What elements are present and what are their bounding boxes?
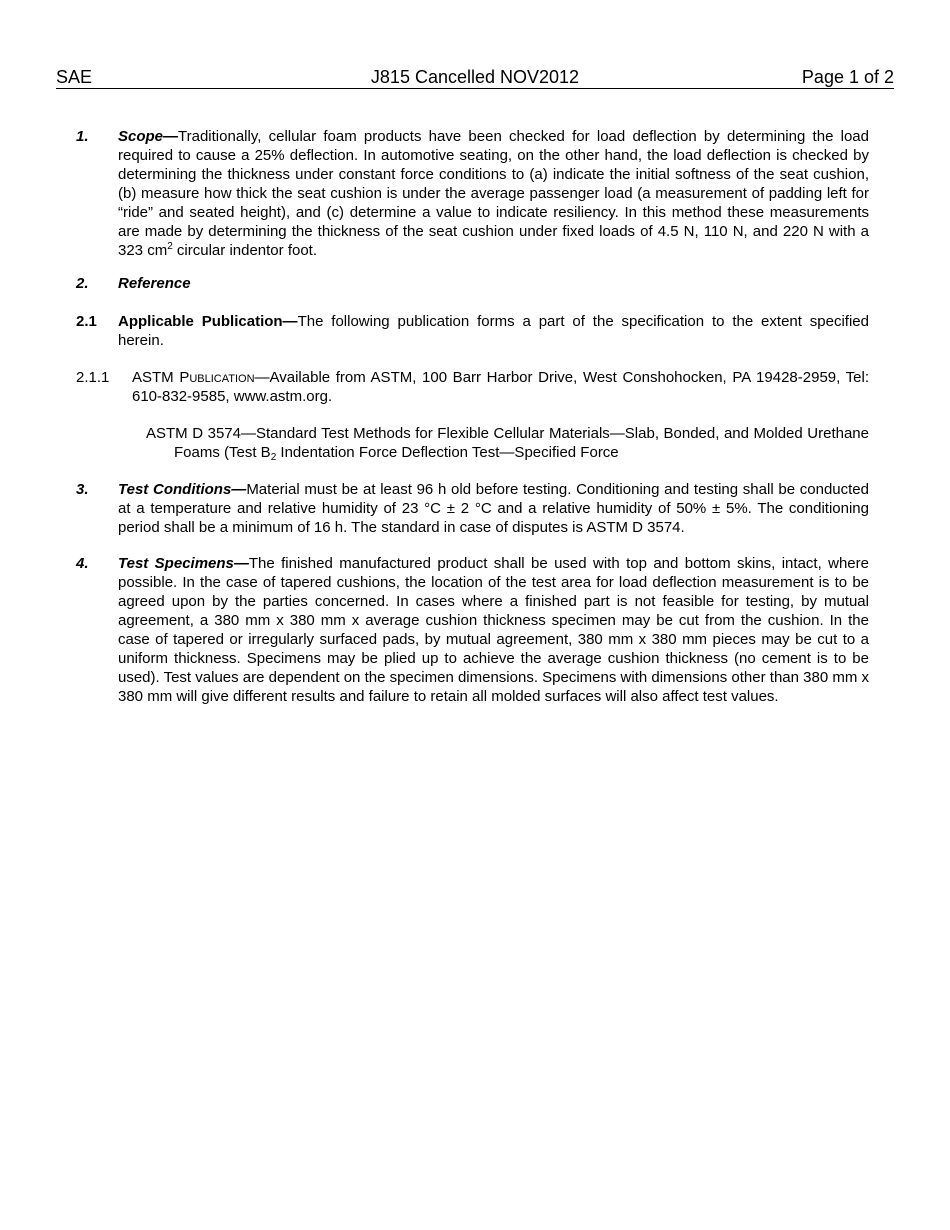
section-astm-publication [76, 368, 869, 406]
page-header [56, 66, 894, 89]
superscript: 2 [167, 241, 173, 252]
section-body [118, 554, 869, 706]
section-smallcaps: Publication [179, 369, 255, 386]
header-page-number: Page 1 of 2 [801, 67, 894, 87]
section-scope [76, 127, 869, 260]
section-number: 3. [76, 481, 89, 498]
section-applicable-publication [76, 312, 869, 350]
section-text: The finished manufactured product shall be used with top and bottom skins, intact, where possible. In the case of tapered cushions, the location of the test area for load deflection measurement is to be agreed upon by the parties concerned. In cases where a finished part is not feasible for testing, by mutual agreement, a 380 mm x 380 mm x average cushion thickness specimen may be cut from the cushion. In the case of tapered or irregularly surfaced pads, by mutual agreement, 380 mm x 380 mm pieces may be cut to a uniform thickness. Specimens may be plied up to achieve the average cushion thickness (no cement is to be used). Test values are dependent on the specimen dimensions. Specimens with dimensions other than 380 mm x 380 mm will give different results and failure to retain all molded surfaces will also affect test values. [118, 555, 869, 705]
section-heading: Applicable Publication— [118, 313, 298, 330]
section-text: —Available from ASTM, 100 Barr Harbor Drive, West Conshohocken, PA 19428-2959, Tel: 610-832-9585, www.astm.org. [132, 369, 869, 405]
reference-text: ASTM D 3574—Standard Test Methods for Flexible Cellular Materials—Slab, Bonded, and Molded Urethane Foams (Test B [146, 425, 869, 461]
header-org: SAE [56, 67, 93, 87]
section-heading: Test Conditions— [118, 481, 247, 498]
section-number: 1. [76, 128, 89, 145]
section-body [132, 368, 869, 406]
section-heading: Scope— [118, 128, 179, 145]
section-number: 2. [76, 275, 89, 292]
section-number: 4. [76, 555, 89, 572]
reference-entry [146, 424, 869, 462]
section-body [118, 312, 869, 350]
section-test-conditions [76, 480, 869, 537]
section-heading: Test Specimens— [118, 555, 249, 572]
section-body [118, 274, 869, 293]
section-test-specimens [76, 554, 869, 706]
section-heading: Reference [118, 275, 191, 292]
section-text-end: circular indentor foot. [172, 242, 318, 259]
section-number: 2.1 [76, 313, 97, 330]
section-prefix: ASTM [132, 369, 180, 386]
section-body [118, 127, 869, 260]
reference-text-end: Indentation Force Deflection Test—Specified Force [276, 444, 619, 461]
section-text: Traditionally, cellular foam products have been checked for load deflection by determining the load required to cause a 25% deflection. In automotive seating, on the other hand, the load deflection is checked by determining the thickness under constant force conditions to (a) indicate the initial softness of the seat cushion, (b) measure how thick the seat cushion is under the average passenger load (a measurement of padding left for “ride” and seated height), and (c) determine a value to indicate resiliency. In this method these measurements are made by determining the thickness of the seat cushion under fixed loads of 4.5 N, 110 N, and 220 N with a 323 cm [118, 128, 869, 259]
header-doc-id: J815 Cancelled NOV2012 [370, 67, 580, 87]
section-text: The following publication forms a part of the specification to the extent specified herein. [118, 313, 869, 349]
section-reference [76, 274, 869, 293]
subscript: 2 [270, 452, 277, 463]
section-body [118, 480, 869, 537]
section-number: 2.1.1 [76, 369, 110, 386]
section-text: Material must be at least 96 h old before testing. Conditioning and testing shall be conducted at a temperature and relative humidity of 23 °C ± 2 °C and a relative humidity of 50% ± 5%. The conditioning period shall be a minimum of 16 h. The standard in case of disputes is ASTM D 3574. [118, 481, 869, 536]
